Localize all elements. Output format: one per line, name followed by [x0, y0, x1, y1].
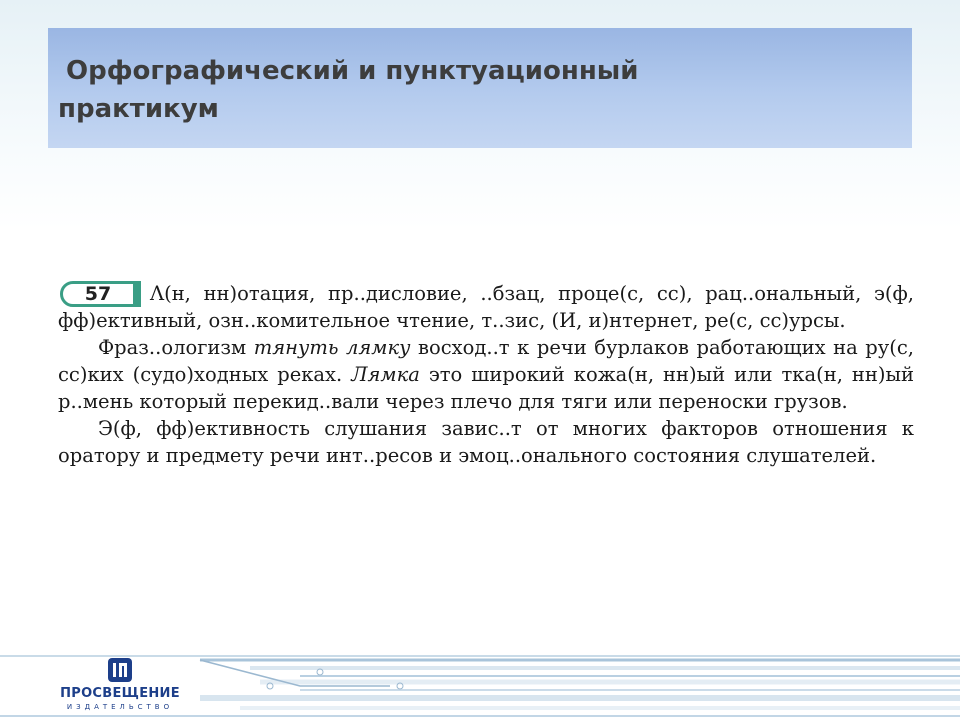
exercise-paragraph-1: Λ(н, нн)отация, пр..дисловие, ..бзац, проце(с, сс), рац..ональный, э(ф, фф)ективный, озн..комительное чтение, т..зис, (И, и)нтернет, ре(с, сс)урсы.	[58, 282, 914, 332]
logo-subtitle: ИЗДАТЕЛЬСТВО	[66, 703, 174, 711]
p2-text-end: это широкий кожа(н, нн)ый или тка(н, нн)ый р..мень который перекид..вали через плечо для тяги или переноски грузов.	[58, 363, 914, 413]
publisher-logo	[50, 656, 190, 716]
logo-name: ПРОСВЕЩЕНИЕ	[60, 686, 180, 701]
exercise-number: 57	[84, 283, 112, 305]
exercise-paragraph-3: Э(ф, фф)ективность слушания завис..т от многих факторов отношения к оратору и предмету речи инт..ресов и эмоц..онального состояния слушателей.	[58, 417, 914, 467]
exercise-paragraph-2	[58, 334, 914, 415]
p2-italic-idiom: тянуть лямку	[253, 336, 411, 359]
slide-title-line1: Орфографический и пунктуационный	[66, 56, 639, 86]
exercise-number-badge	[60, 281, 136, 307]
p2-text-mid: восход..т к речи бурлаков работающих на ру(с, сс)ких (судо)ходных реках.	[58, 336, 914, 386]
p2-text-start: Фраз..ологизм	[98, 336, 254, 359]
slide-title	[58, 52, 818, 128]
title-banner	[48, 28, 912, 148]
exercise-block	[58, 280, 914, 469]
p2-italic-term: Лямка	[351, 363, 420, 386]
slide-title-line2: практикум	[58, 94, 219, 124]
prosveshchenie-logo-icon	[108, 658, 132, 682]
